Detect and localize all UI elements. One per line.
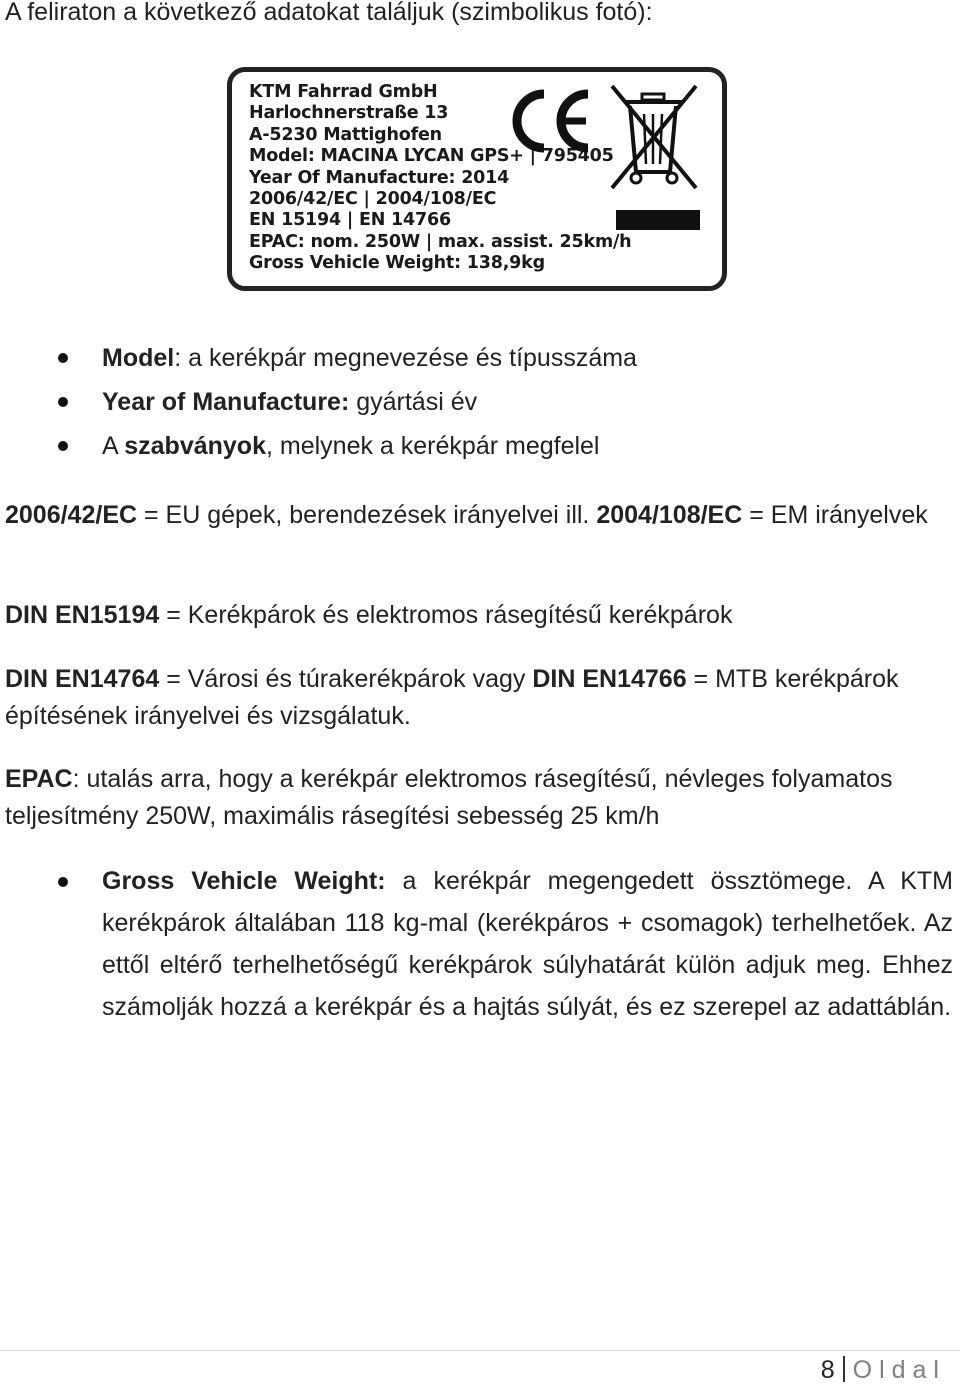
list-item: A szabványok, melynek a kerékpár megfelel [0,424,637,468]
crossed-bin-icon [606,80,706,200]
page-word: Oldal [852,1356,946,1384]
plate-line: A-5230 Mattighofen [249,124,442,145]
type-plate [227,67,727,291]
footer-separator [843,1356,845,1382]
plate-line: 2006/42/EC | 2004/108/EC [249,189,497,210]
plate-line: KTM Fahrrad GmbH [249,82,438,102]
bullet-icon [58,441,68,451]
list-item: Year of Manufacture: gyártási év [0,380,637,424]
bullet-icon [58,397,68,407]
ce-mark-icon [504,86,594,156]
separate-collection-bar [616,210,700,230]
plate-line: Harlochnerstraße 13 [249,103,449,124]
list-item: Model: a kerékpár megnevezése és típusszáma [0,336,637,380]
page-number: 8 [820,1356,835,1384]
gross-weight-item: Gross Vehicle Weight: a kerékpár megengedett össztömege. A KTM kerékpárok általában 118 kg-mal (kerékpáros + csomagok) terhelhetőek. Az ettől eltérő terhelhetőségű kerékpárok súlyhatárát külön adjuk meg. Ehhez számolják hozzá a kerékpár és a hajtás súlyát, és ez szerepel az adattáblán. [102,860,953,1028]
bullet-icon [58,353,68,363]
plate-line: Model: MACINA LYCAN GPS+ | 795405 [249,146,614,167]
page-footer [821,1352,946,1388]
plate-line: Year Of Manufacture: 2014 [249,167,510,188]
bullet-icon [58,877,68,887]
directives-paragraph: 2006/42/EC = EU gépek, berendezések irányelvei ill. 2004/108/EC = EM irányelvek [5,501,928,529]
plate-line: EPAC: nom. 250W | max. assist. 25km/h [249,231,632,252]
en14764-paragraph: DIN EN14764 = Városi és túrakerékpárok vagy DIN EN14766 = MTB kerékpárok építésének irányelvei és vizsgálatuk. [5,665,899,730]
intro-text: A feliraton a következő adatokat találjuk (szimbolikus fotó): [5,0,653,26]
footer-divider [0,1350,960,1351]
plate-line: EN 15194 | EN 14766 [249,210,451,231]
epac-paragraph: EPAC: utalás arra, hogy a kerékpár elektromos rásegítésű, névleges folyamatos teljesítmény 250W, maximális rásegítési sebesség 25 km/h [5,765,893,830]
bullet-list-1 [0,336,637,468]
en15194-paragraph: DIN EN15194 = Kerékpárok és elektromos rásegítésű kerékpárok [5,601,733,629]
plate-line: Gross Vehicle Weight: 138,9kg [249,253,545,274]
